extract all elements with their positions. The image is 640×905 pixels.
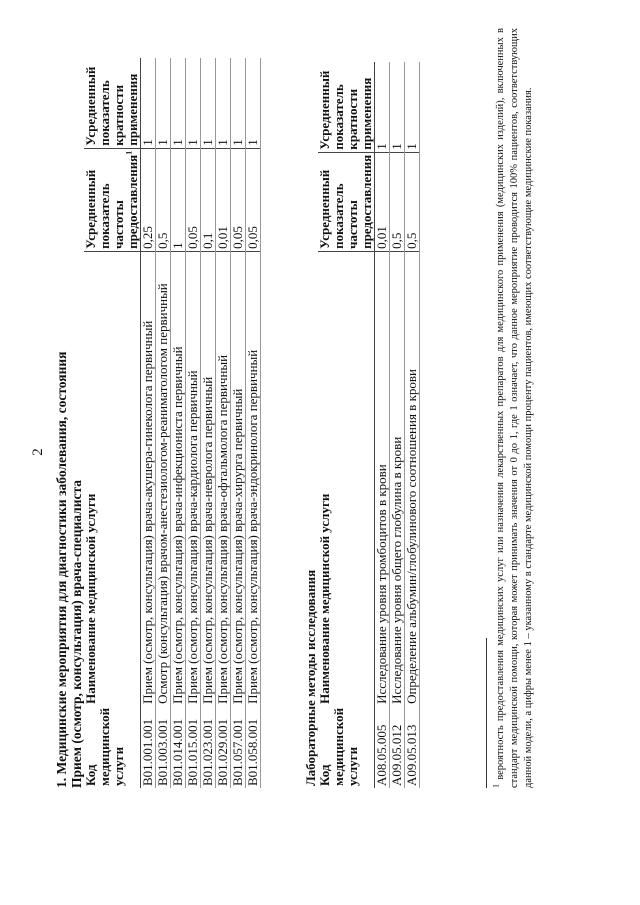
cell-mult: 1: [171, 58, 186, 149]
lab-title: Лабораторные методы исследования: [303, 569, 318, 786]
cell-mult: 1: [375, 62, 390, 153]
cell-code: B01.014.001: [171, 706, 186, 788]
table-row: [156, 58, 171, 788]
lab-title-row: [304, 62, 318, 788]
cell-freq: 0,5: [405, 152, 420, 251]
cell-code: B01.057.001: [231, 706, 246, 788]
cell-name: Прием (осмотр, консультация) врача-инфекциониста первичный: [171, 251, 186, 706]
cell-mult: 1: [201, 58, 216, 149]
header-mult: Усредненный показатель кратности применения: [84, 58, 141, 149]
cell-name: Прием (осмотр, консультация) врача-эндокринолога первичный: [246, 251, 261, 706]
cell-code: B01.058.001: [246, 706, 261, 788]
cell-code: B01.023.001: [201, 706, 216, 788]
table-row: [231, 58, 246, 788]
table-header-row: [318, 62, 375, 788]
header-name: Наименование медицинской услуги: [84, 251, 141, 706]
cell-freq: 0,5: [390, 152, 405, 251]
table-row: [246, 58, 261, 788]
cell-name: Прием (осмотр, консультация) врача-кардиолога первичный: [186, 251, 201, 706]
footnote-divider: [486, 638, 487, 788]
cell-mult: 1: [390, 62, 405, 153]
header-freq: [84, 148, 141, 251]
cell-mult: 1: [231, 58, 246, 149]
cell-name: Определение альбумин/глобулинового соотношения в крови: [405, 251, 420, 706]
cell-freq: 0,5: [156, 148, 171, 251]
cell-name: Прием (осмотр, консультация) врача-акушера-гинеколога первичный: [141, 251, 156, 706]
cell-freq: 0,01: [216, 148, 231, 251]
lab-table: [304, 62, 420, 788]
cell-mult: 1: [216, 58, 231, 149]
cell-mult: 1: [405, 62, 420, 153]
cell-code: A08.05.005: [375, 706, 390, 788]
header-mult: Усредненный показатель кратности применения: [318, 62, 375, 153]
header-code: Код медицинской услуги: [318, 706, 375, 788]
page-number: 2: [30, 448, 46, 456]
cell-code: B01.003.001: [156, 706, 171, 788]
document-page: [30, 22, 600, 882]
footnote-text: вероятность предоставления медицинских услуг или назначения лекарственных препаратов для медицинского применения (медицинских изделий), включенных в стандарт медицинской помощи, которая может принимать значения от 0 до 1, где 1 означает, что данное мероприятие проводится 100% пациентов, соответствующих данной модели, а цифры менее 1 – указанному в стандарте медицинской помощи проценту пациентов, имеющих соответствующие медицинские показания.: [495, 27, 534, 788]
cell-name: Осмотр (консультация) врачом-анестезиологом-реаниматологом первичный: [156, 251, 171, 706]
cell-name: Прием (осмотр, консультация) врача-невролога первичный: [201, 251, 216, 706]
cell-freq: 0,1: [201, 148, 216, 251]
cell-name: Исследование уровня общего глобулина в крови: [390, 251, 405, 706]
table-row: [390, 62, 405, 788]
cell-freq: 0,05: [186, 148, 201, 251]
header-name: Наименование медицинской услуги: [318, 251, 375, 706]
cell-code: B01.015.001: [186, 706, 201, 788]
cell-code: B01.029.001: [216, 706, 231, 788]
footnote: [491, 27, 536, 788]
cell-mult: 1: [186, 58, 201, 149]
cell-mult: 1: [156, 58, 171, 149]
cell-mult: 1: [246, 58, 261, 149]
table-row: [201, 58, 216, 788]
header-freq: Усредненный показатель частоты предоставления: [318, 152, 375, 251]
table-row: [186, 58, 201, 788]
cell-freq: 0,25: [141, 148, 156, 251]
cell-code: A09.05.012: [390, 706, 405, 788]
cell-freq: 0,01: [375, 152, 390, 251]
table-row: [405, 62, 420, 788]
section-title: 1. Медицинские мероприятия для диагностики заболевания, состояния: [54, 351, 69, 788]
table-row: [171, 58, 186, 788]
header-freq-text: Усредненный показатель частоты предоставления: [83, 154, 140, 249]
footnote-mark: 1: [491, 784, 501, 788]
footnote-ref: 1: [124, 150, 134, 155]
header-code: Код медицинской услуги: [84, 706, 141, 788]
cell-freq: 0,05: [246, 148, 261, 251]
cell-name: Прием (осмотр, консультация) врача-хирурга первичный: [231, 251, 246, 706]
subsection-title: Прием (осмотр, консультация) врача-специалиста: [69, 479, 84, 788]
specialist-table: [84, 58, 261, 788]
table-header-row: [84, 58, 141, 788]
cell-freq: 1: [171, 148, 186, 251]
table-row: [141, 58, 156, 788]
cell-code: B01.001.001: [141, 706, 156, 788]
table-row: [375, 62, 390, 788]
cell-name: Прием (осмотр, консультация) врача-офтальмолога первичный: [216, 251, 231, 706]
cell-name: Исследование уровня тромбоцитов в крови: [375, 251, 390, 706]
cell-mult: 1: [141, 58, 156, 149]
table-row: [216, 58, 231, 788]
cell-code: A09.05.013: [405, 706, 420, 788]
cell-freq: 0,05: [231, 148, 246, 251]
